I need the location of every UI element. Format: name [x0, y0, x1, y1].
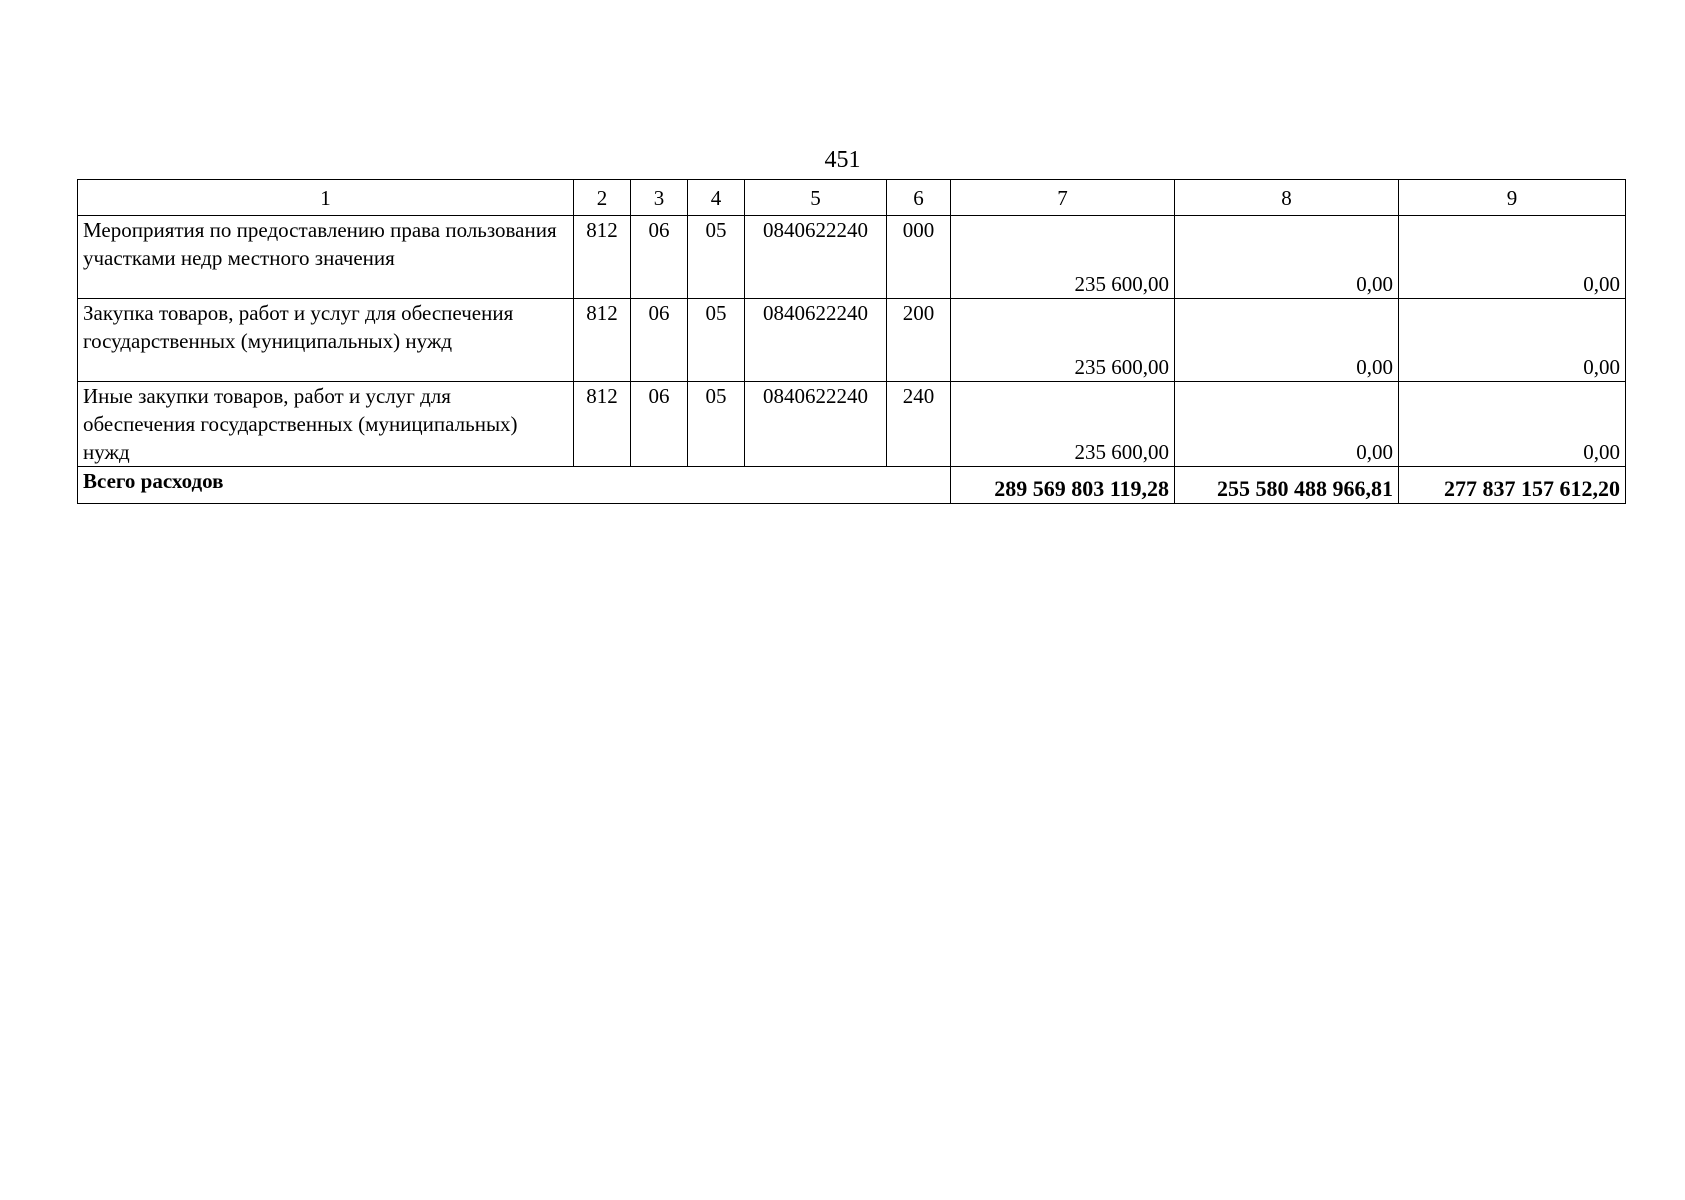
amount-col-9: 0,00: [1399, 299, 1626, 382]
column-header: 9: [1399, 180, 1626, 216]
target-article-code: 0840622240: [745, 216, 887, 299]
column-header: 5: [745, 180, 887, 216]
amount-col-7: 235 600,00: [951, 382, 1175, 467]
admin-code: 812: [574, 382, 631, 467]
total-label: Всего расходов: [78, 467, 951, 504]
row-name: Закупка товаров, работ и услуг для обеспечения государственных (муниципальных) нужд: [78, 299, 574, 382]
total-col-9: 277 837 157 612,20: [1399, 467, 1626, 504]
amount-col-8: 0,00: [1175, 299, 1399, 382]
column-header: 2: [574, 180, 631, 216]
subsection-code: 05: [688, 382, 745, 467]
column-header: 6: [887, 180, 951, 216]
column-header: 3: [631, 180, 688, 216]
budget-table: [77, 179, 1626, 504]
column-header: 4: [688, 180, 745, 216]
table-row: [78, 299, 1626, 382]
section-code: 06: [631, 299, 688, 382]
admin-code: 812: [574, 216, 631, 299]
row-name: Иные закупки товаров, работ и услуг для обеспечения государственных (муниципальных) нужд: [78, 382, 574, 467]
section-code: 06: [631, 382, 688, 467]
amount-col-7: 235 600,00: [951, 216, 1175, 299]
amount-col-8: 0,00: [1175, 216, 1399, 299]
subsection-code: 05: [688, 216, 745, 299]
total-row: [78, 467, 1626, 504]
expense-type-code: 240: [887, 382, 951, 467]
column-number-row: [78, 180, 1626, 216]
table-row: [78, 216, 1626, 299]
expense-type-code: 200: [887, 299, 951, 382]
expense-type-code: 000: [887, 216, 951, 299]
section-code: 06: [631, 216, 688, 299]
subsection-code: 05: [688, 299, 745, 382]
amount-col-8: 0,00: [1175, 382, 1399, 467]
column-header: 1: [78, 180, 574, 216]
total-col-8: 255 580 488 966,81: [1175, 467, 1399, 504]
row-name: Мероприятия по предоставлению права пользования участками недр местного значения: [78, 216, 574, 299]
page-number: 451: [824, 147, 861, 173]
table-row: [78, 382, 1626, 467]
amount-col-9: 0,00: [1399, 382, 1626, 467]
amount-col-9: 0,00: [1399, 216, 1626, 299]
amount-col-7: 235 600,00: [951, 299, 1175, 382]
target-article-code: 0840622240: [745, 382, 887, 467]
column-header: 8: [1175, 180, 1399, 216]
total-col-7: 289 569 803 119,28: [951, 467, 1175, 504]
target-article-code: 0840622240: [745, 299, 887, 382]
admin-code: 812: [574, 299, 631, 382]
column-header: 7: [951, 180, 1175, 216]
